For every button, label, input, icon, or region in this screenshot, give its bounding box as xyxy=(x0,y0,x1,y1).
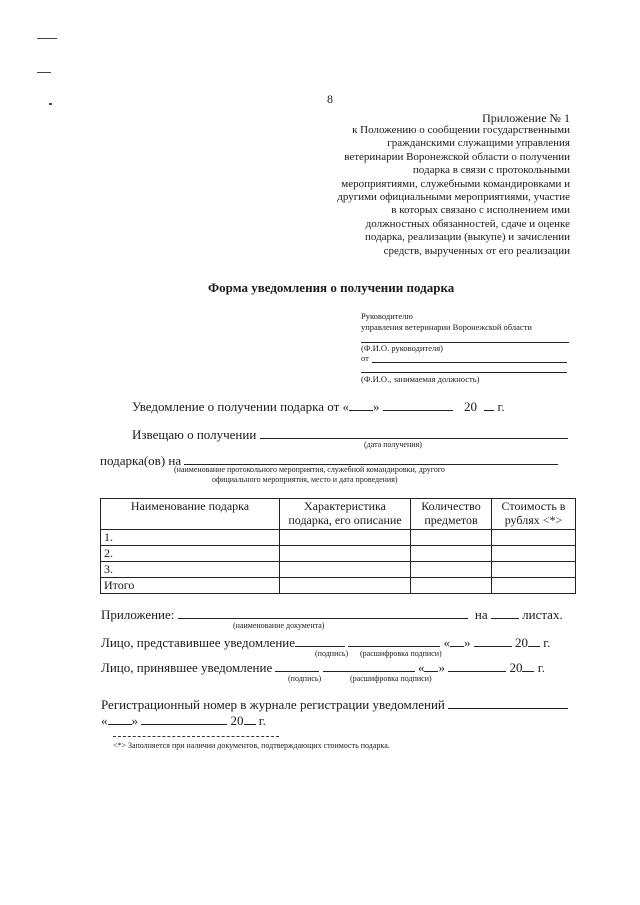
appendix-line: мероприятиями, служебными командировками и xyxy=(341,177,570,190)
table-cell[interactable] xyxy=(492,578,576,594)
appendix-line: гражданскими служащими управления xyxy=(387,137,570,150)
addressee-from-label: от xyxy=(361,353,369,363)
appendix-line: другими официальными мероприятиями, участие xyxy=(337,191,570,204)
table-cell[interactable] xyxy=(411,578,492,594)
receiver-signature-field[interactable] xyxy=(275,658,319,672)
table-cell[interactable] xyxy=(492,530,576,546)
gift-text: подарка(ов) на xyxy=(100,453,182,468)
scan-mark xyxy=(37,72,51,73)
registration-number-field[interactable] xyxy=(448,695,568,709)
row-label: 1. xyxy=(101,530,280,546)
receiver-year-suffix: г. xyxy=(537,660,545,675)
submitter-date-open: « xyxy=(443,635,451,650)
addressee-role: Руководителю xyxy=(361,311,413,321)
notice-year-suffix: г. xyxy=(497,399,505,414)
submitter-date-close: » xyxy=(464,635,471,650)
receiver-year: 20 xyxy=(509,660,523,675)
notice-mid: » xyxy=(373,399,380,414)
table-cell[interactable] xyxy=(411,530,492,546)
attachment-caption: (наименование документа) xyxy=(233,621,325,630)
addressee-from-line-2 xyxy=(361,372,567,373)
gifts-table xyxy=(100,498,576,594)
row-label: 3. xyxy=(101,562,280,578)
attachment-doc-field[interactable] xyxy=(178,605,468,619)
appendix-line: должностных обязанностей, сдаче и оценке xyxy=(365,217,570,230)
receiver-sig-caption: (подпись) xyxy=(288,674,322,683)
receiver-date-open: « xyxy=(417,660,425,675)
table-row xyxy=(101,578,576,594)
footnote: <*> Заполняется при наличии документов, подтверждающих стоимость подарка. xyxy=(113,741,390,750)
receiver-year-field[interactable] xyxy=(522,658,534,672)
registration-year-suffix: г. xyxy=(258,713,266,728)
appendix-title: Приложение № 1 xyxy=(482,111,570,125)
registration-date-line xyxy=(101,711,266,729)
table-cell[interactable] xyxy=(280,562,411,578)
receiver-date-close: » xyxy=(438,660,445,675)
attachment-sheets: листах. xyxy=(522,607,563,622)
submitter-label: Лицо, представившее уведомление xyxy=(101,635,296,650)
inform-date-caption: (дата получения) xyxy=(364,440,422,449)
form-title: Форма уведомления о получении подарка xyxy=(208,280,455,295)
inform-date-field[interactable] xyxy=(260,425,568,439)
submitter-year-field[interactable] xyxy=(528,633,540,647)
receiver-decode-field[interactable] xyxy=(323,658,415,672)
notice-month-field[interactable] xyxy=(383,397,453,411)
table-cell[interactable] xyxy=(411,562,492,578)
appendix-line: в которых связано с исполнением ими xyxy=(391,204,570,217)
attachment-sheets-field[interactable] xyxy=(491,605,519,619)
appendix-line: ветеринарии Воронежской области о получении xyxy=(344,150,570,163)
attachment-label: Приложение: xyxy=(101,607,175,622)
table-cell[interactable] xyxy=(280,530,411,546)
submitter-decode-caption: (расшифровка подписи) xyxy=(360,649,442,658)
gift-caption-2: официального мероприятия, место и дата проведения) xyxy=(212,475,398,484)
appendix-line: средств, вырученных от его реализации xyxy=(383,244,570,257)
footnote-separator xyxy=(113,736,279,737)
addressee-org: управления ветеринарии Воронежской области xyxy=(361,322,532,332)
registration-year-field[interactable] xyxy=(244,711,256,725)
submitter-signature-field[interactable] xyxy=(295,633,345,647)
addressee-position-caption: (Ф.И.О., занимаемая должность) xyxy=(361,374,480,384)
inform-text: Извещаю о получении xyxy=(132,427,257,442)
attachment-on: на xyxy=(474,607,488,622)
notice-year-field[interactable] xyxy=(484,397,494,411)
registration-date-open: « xyxy=(101,713,108,728)
table-header-row xyxy=(101,499,576,530)
addressee-from-line xyxy=(372,362,567,363)
receiver-label: Лицо, принявшее уведомление xyxy=(101,660,273,675)
gift-event-field[interactable] xyxy=(184,451,558,465)
notice-line xyxy=(132,397,505,415)
registration-year: 20 xyxy=(230,713,244,728)
submitter-sig-caption: (подпись) xyxy=(315,649,349,658)
receiver-decode-caption: (расшифровка подписи) xyxy=(350,674,432,683)
page-number: 8 xyxy=(327,92,333,106)
notice-year-prefix: 20 xyxy=(464,399,478,414)
attachment-line xyxy=(101,605,563,623)
col-header-name: Наименование подарка xyxy=(101,499,280,530)
appendix-line: подарка в связи с протокольными xyxy=(412,164,570,177)
addressee-fio-caption: (Ф.И.О. руководителя) xyxy=(361,343,443,353)
notice-text: Уведомление о получении подарка от « xyxy=(132,399,350,414)
receiver-day-field[interactable] xyxy=(424,658,438,672)
appendix-line: к Положению о сообщении государственными xyxy=(352,124,570,136)
gift-caption-1: (наименование протокольного мероприятия, служебной командировки, другого xyxy=(174,465,445,474)
registration-month-field[interactable] xyxy=(141,711,227,725)
receiver-line xyxy=(101,658,545,676)
col-header-quantity: Количество предметов xyxy=(411,499,492,530)
row-label: Итого xyxy=(101,578,280,594)
submitter-day-field[interactable] xyxy=(450,633,464,647)
table-cell[interactable] xyxy=(280,546,411,562)
inform-line xyxy=(132,425,568,443)
table-cell[interactable] xyxy=(280,578,411,594)
table-row xyxy=(101,530,576,546)
submitter-month-field[interactable] xyxy=(474,633,512,647)
col-header-cost: Стоимость в рублях <*> xyxy=(492,499,576,530)
submitter-decode-field[interactable] xyxy=(348,633,440,647)
scan-mark xyxy=(49,103,52,105)
appendix-line: подарка, реализации (выкупе) и зачислении xyxy=(365,231,570,244)
receiver-month-field[interactable] xyxy=(448,658,506,672)
submitter-year-suffix: г. xyxy=(543,635,551,650)
notice-day-field[interactable] xyxy=(349,397,373,411)
registration-date-close: » xyxy=(131,713,138,728)
table-row xyxy=(101,546,576,562)
scan-mark xyxy=(37,38,57,39)
submitter-year: 20 xyxy=(515,635,529,650)
registration-label: Регистрационный номер в журнале регистрации уведомлений xyxy=(101,697,445,712)
appendix-text xyxy=(270,124,570,258)
table-cell[interactable] xyxy=(492,562,576,578)
col-header-description: Характеристика подарка, его описание xyxy=(280,499,411,530)
table-row xyxy=(101,562,576,578)
row-label: 2. xyxy=(101,546,280,562)
table-cell[interactable] xyxy=(492,546,576,562)
table-cell[interactable] xyxy=(411,546,492,562)
registration-day-field[interactable] xyxy=(108,711,132,725)
